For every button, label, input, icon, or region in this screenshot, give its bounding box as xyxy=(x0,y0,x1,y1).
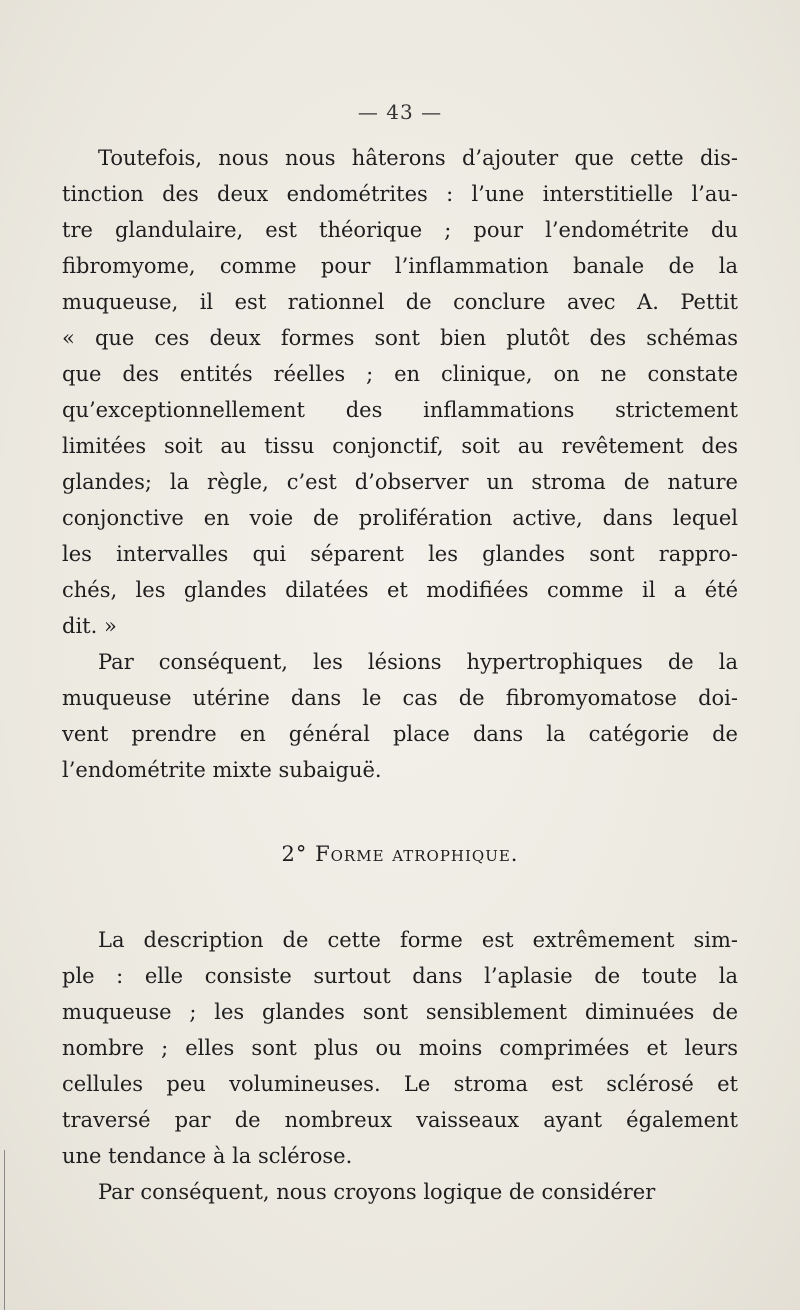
text-line: Toutefois, nous nous hâterons d’ajouter que cette dis- xyxy=(98,146,738,170)
text-line: nombre ; elles sont plus ou moins comprimées et leurs xyxy=(62,1036,738,1060)
text-line: muqueuse utérine dans le cas de fibromyomatose doi- xyxy=(62,686,738,710)
text-line: « que ces deux formes sont bien plutôt des schémas xyxy=(62,326,738,350)
text-line: Par conséquent, les lésions hypertrophiques de la xyxy=(98,650,738,674)
text-line: Par conséquent, nous croyons logique de considérer xyxy=(98,1180,656,1204)
text-line: dit. » xyxy=(62,614,117,638)
text-line: les intervalles qui séparent les glandes sont rappro- xyxy=(62,542,738,566)
text-line: La description de cette forme est extrêmement sim- xyxy=(98,928,738,952)
page-edge-line xyxy=(4,1150,5,1310)
text-line: tinction des deux endométrites : l’une interstitielle l’au- xyxy=(62,182,738,206)
text-line: vent prendre en général place dans la catégorie de xyxy=(62,722,738,746)
text-line: muqueuse ; les glandes sont sensiblement diminuées de xyxy=(62,1000,738,1024)
section-number: 2° xyxy=(281,842,308,866)
text-line: l’endométrite mixte subaiguë. xyxy=(62,758,382,782)
text-line: chés, les glandes dilatées et modifiées comme il a été xyxy=(62,578,738,602)
page-number: — 43 — xyxy=(357,100,443,124)
section-title: Forme atrophique. xyxy=(315,842,519,866)
text-line: limitées soit au tissu conjonctif, soit au revêtement des xyxy=(62,434,738,458)
text-line: ple : elle consiste surtout dans l’aplasie de toute la xyxy=(62,964,738,988)
text-line: que des entités réelles ; en clinique, on ne constate xyxy=(62,362,738,386)
text-line: muqueuse, il est rationnel de conclure avec A. Pettit xyxy=(62,290,738,314)
text-line: cellules peu volumineuses. Le stroma est sclérosé et xyxy=(62,1072,738,1096)
text-line: fibromyome, comme pour l’inflammation banale de la xyxy=(62,254,738,278)
text-line: glandes; la règle, c’est d’observer un stroma de nature xyxy=(62,470,738,494)
text-line: qu’exceptionnellement des inflammations strictement xyxy=(62,398,738,422)
text-line: conjonctive en voie de prolifération active, dans lequel xyxy=(62,506,738,530)
section-heading xyxy=(0,840,800,868)
text-line: tre glandulaire, est théorique ; pour l’endométrite du xyxy=(62,218,738,242)
text-line: une tendance à la sclérose. xyxy=(62,1144,353,1168)
text-line: traversé par de nombreux vaisseaux ayant également xyxy=(62,1108,738,1132)
